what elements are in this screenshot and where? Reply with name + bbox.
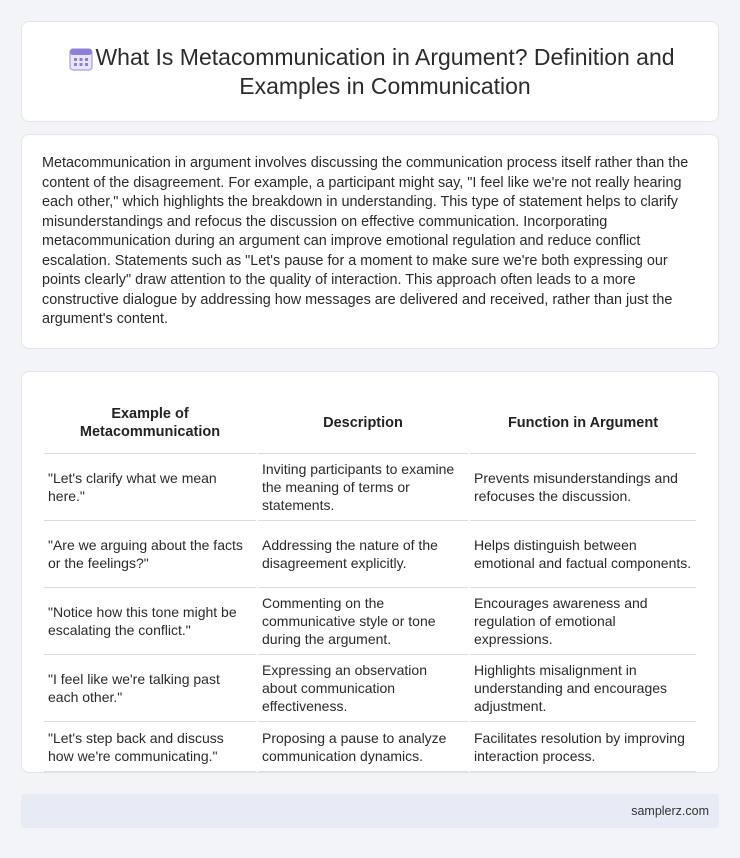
page-title: What Is Metacommunication in Argument? Definition and Examples in Communication xyxy=(95,43,675,99)
example-cell: "Let's clarify what we mean here." xyxy=(44,454,256,521)
description-cell: Proposing a pause to analyze communication dynamics. xyxy=(258,722,468,772)
title-card xyxy=(21,21,719,122)
column-header: Example of Metacommunication xyxy=(44,392,256,454)
example-cell: "Let's step back and discuss how we're communicating." xyxy=(44,722,256,772)
table-row xyxy=(44,655,696,722)
example-cell: "Notice how this tone might be escalating the conflict." xyxy=(44,588,256,655)
intro-paragraph: Metacommunication in argument involves discussing the communication process itself rather than the content of the disagreement. For example, a participant might say, "I feel like we're not really hearing each other," which highlights the breakdown in understanding. This type of statement helps to clarify misunderstandings and refocus the discussion on effective communication. Incorporating metacommunication during an argument can improve emotional regulation and reduce conflict escalation. Statements such as "Let's pause for a moment to make sure we're both expressing our points clearly" draw attention to the quality of interaction. This approach often leads to a more constructive dialogue by addressing how messages are delivered and received, rather than just the argument's content. xyxy=(42,155,689,327)
examples-table xyxy=(42,392,698,772)
function-cell: Helps distinguish between emotional and factual components. xyxy=(470,521,696,588)
table-row xyxy=(44,588,696,655)
column-header: Description xyxy=(258,392,468,454)
column-header: Function in Argument xyxy=(470,392,696,454)
calendar-icon xyxy=(68,46,94,72)
examples-table-card xyxy=(21,371,719,773)
intro-card xyxy=(21,134,719,349)
footer-site-link[interactable]: samplerz.com xyxy=(631,804,709,818)
table-row xyxy=(44,521,696,588)
function-cell: Facilitates resolution by improving interaction process. xyxy=(470,722,696,772)
description-cell: Inviting participants to examine the meaning of terms or statements. xyxy=(258,454,468,521)
example-cell: "Are we arguing about the facts or the feelings?" xyxy=(44,521,256,588)
footer xyxy=(21,794,719,828)
function-cell: Encourages awareness and regulation of emotional expressions. xyxy=(470,588,696,655)
description-cell: Addressing the nature of the disagreement explicitly. xyxy=(258,521,468,588)
function-cell: Prevents misunderstandings and refocuses the discussion. xyxy=(470,454,696,521)
description-cell: Commenting on the communicative style or tone during the argument. xyxy=(258,588,468,655)
table-row xyxy=(44,722,696,772)
function-cell: Highlights misalignment in understanding and encourages adjustment. xyxy=(470,655,696,722)
description-cell: Expressing an observation about communication effectiveness. xyxy=(258,655,468,722)
table-row xyxy=(44,454,696,521)
example-cell: "I feel like we're talking past each other." xyxy=(44,655,256,722)
